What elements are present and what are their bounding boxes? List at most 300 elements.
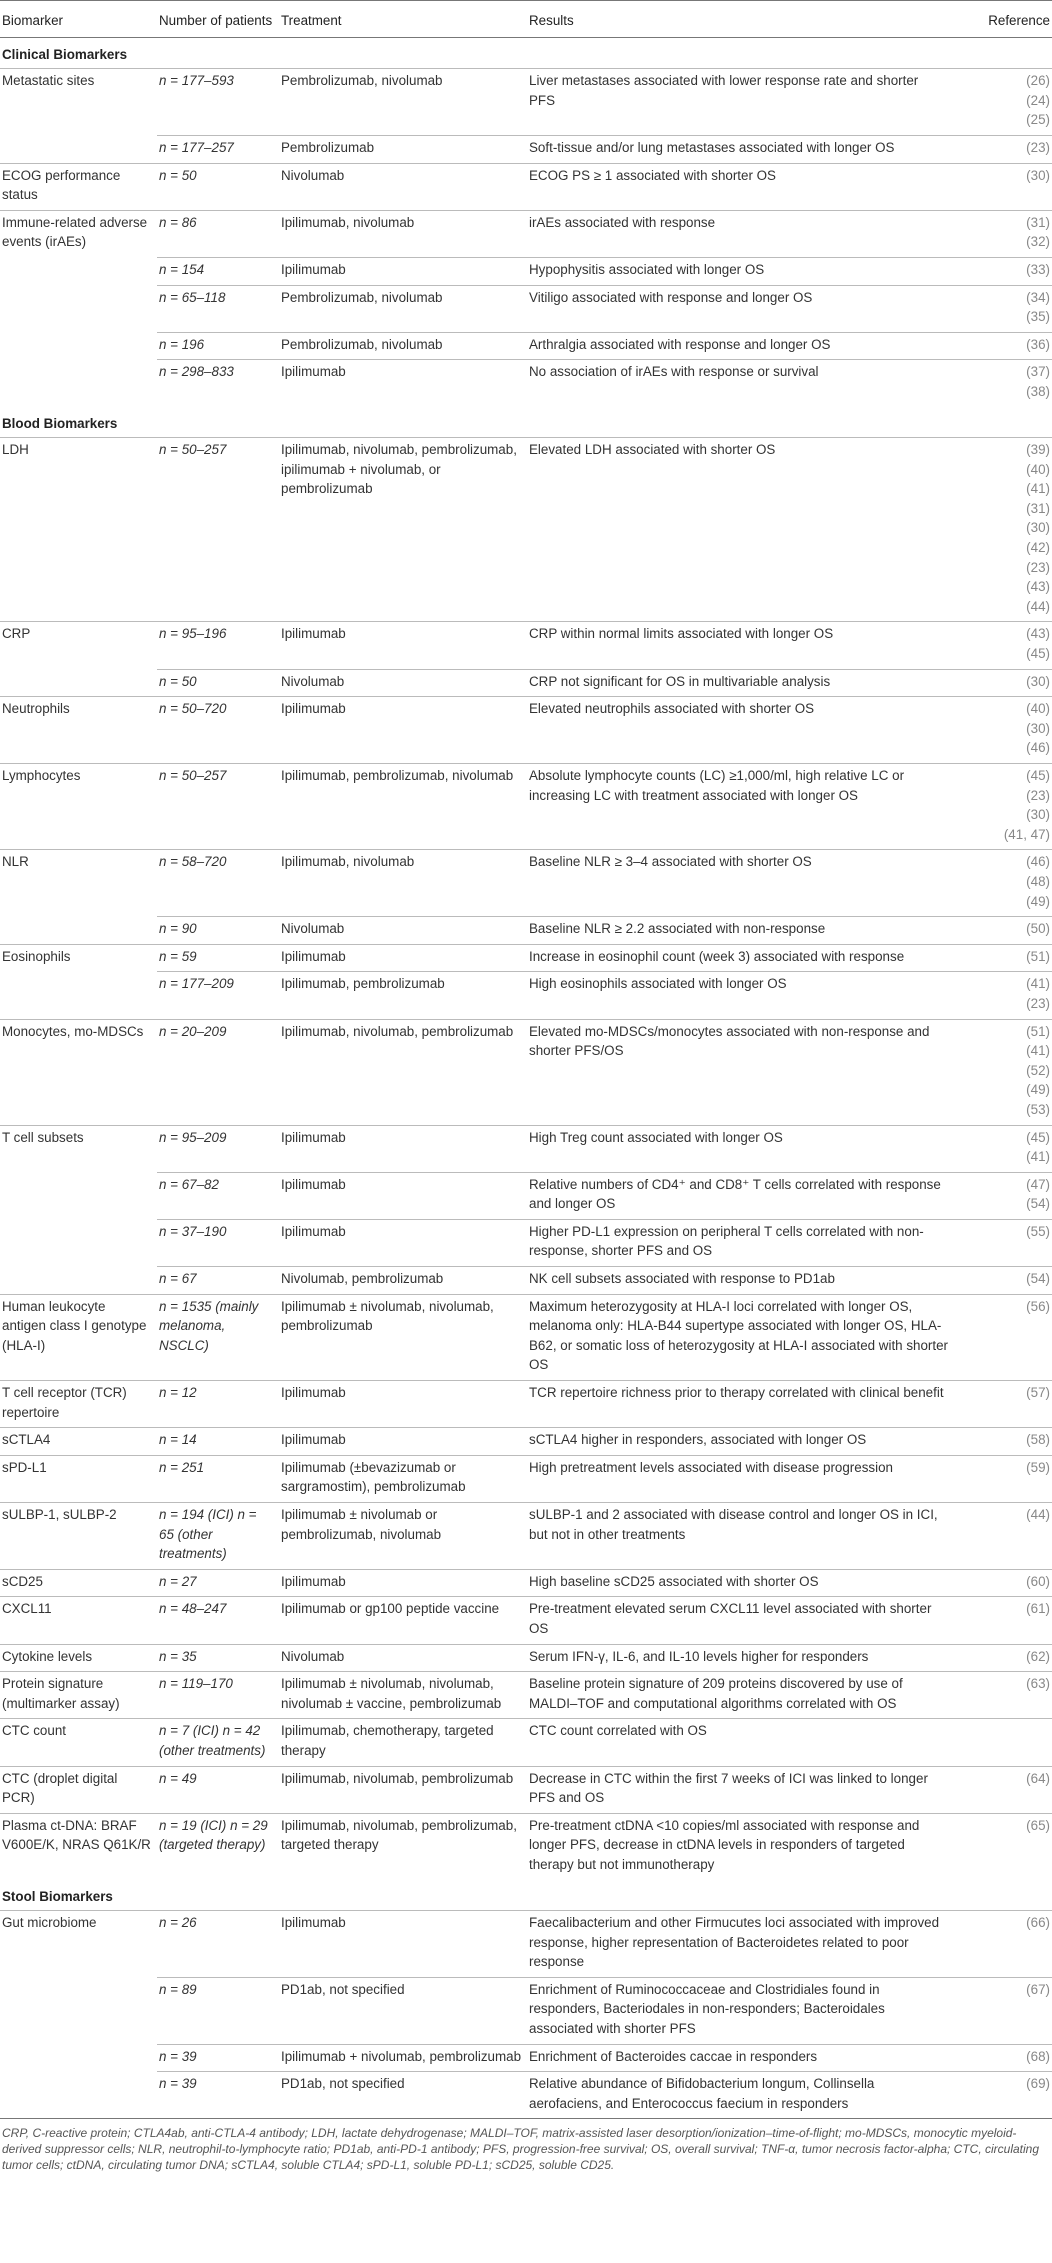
reference-link[interactable]: (55) — [1026, 1223, 1050, 1239]
cell-treatment: Pembrolizumab, nivolumab — [279, 332, 527, 360]
cell-references — [952, 697, 1052, 764]
cell-references — [952, 1267, 1052, 1295]
table-row — [0, 1569, 1052, 1597]
reference-link[interactable]: (43) — [1026, 579, 1050, 595]
table-row — [0, 944, 1052, 972]
cell-treatment: Ipilimumab — [279, 1219, 527, 1266]
cell-patients: n = 48–247 — [157, 1597, 279, 1644]
cell-references — [952, 210, 1052, 257]
table-row — [0, 1172, 1052, 1219]
cell-biomarker: ECOG performance status — [0, 163, 157, 210]
reference-link[interactable]: (64) — [1026, 1770, 1050, 1786]
reference-link[interactable]: (35) — [1026, 309, 1050, 325]
cell-results: Absolute lymphocyte counts (LC) ≥1,000/ml, high relative LC or increasing LC with treatment associated with longer OS — [527, 764, 952, 850]
cell-treatment: Ipilimumab, pembrolizumab, nivolumab — [279, 764, 527, 850]
reference-link[interactable]: (46) — [1026, 740, 1050, 756]
cell-patients: n = 50–257 — [159, 442, 227, 458]
reference-link[interactable]: (41) — [1026, 976, 1050, 992]
cell-results: Elevated mo-MDSCs/monocytes associated with non-response and shorter PFS/OS — [527, 1019, 952, 1125]
reference-link[interactable]: (30) — [1026, 520, 1050, 536]
cell-biomarker: CXCL11 — [0, 1597, 157, 1644]
reference-link[interactable]: (30) — [1026, 673, 1050, 689]
cell-references — [952, 669, 1052, 697]
cell-references — [952, 1719, 1052, 1766]
cell-results: CRP within normal limits associated with longer OS — [527, 622, 952, 669]
cell-patients: n = 95–196 — [157, 622, 279, 669]
cell-biomarker: sCTLA4 — [0, 1428, 157, 1456]
cell-patients: n = 50 — [157, 163, 279, 210]
cell-patients: n = 89 — [157, 1977, 279, 2044]
table-row — [0, 972, 1052, 1019]
cell-biomarker: Neutrophils — [0, 697, 157, 764]
cell-results: Vitiligo associated with response and longer OS — [527, 285, 952, 332]
cell-treatment: Ipilimumab, nivolumab, pembrolizumab, ipilimumab + nivolumab, or pembrolizumab — [281, 442, 517, 497]
reference-link[interactable]: (53) — [1026, 1101, 1050, 1117]
cell-treatment: Ipilimumab — [279, 1125, 527, 1172]
cell-patients: n = 59 — [157, 944, 279, 972]
cell-results: Enrichment of Ruminococcaceae and Clostridiales found in responders, Bacteriodales in non-responders; Bacteroidales associated with shorter PFS — [527, 1977, 952, 2044]
reference-link[interactable]: (43) — [1026, 626, 1050, 642]
cell-patients: n = 119–170 — [157, 1672, 279, 1719]
table-row — [0, 669, 1052, 697]
cell-references — [952, 1569, 1052, 1597]
header-patients: Number of patients — [157, 1, 279, 38]
table-row — [0, 210, 1052, 257]
reference-link[interactable]: (68) — [1026, 2048, 1050, 2064]
reference-link[interactable]: (54) — [1026, 1271, 1050, 1287]
cell-results: High baseline sCD25 associated with shorter OS — [527, 1569, 952, 1597]
cell-biomarker: Cytokine levels — [0, 1644, 157, 1672]
cell-references — [952, 2072, 1052, 2119]
cell-biomarker: LDH — [2, 442, 29, 458]
cell-treatment: Ipilimumab + nivolumab, pembrolizumab — [279, 2044, 527, 2072]
cell-patients: n = 35 — [157, 1644, 279, 1672]
cell-patients: n = 177–257 — [157, 135, 279, 163]
cell-biomarker — [0, 2044, 157, 2072]
table-row — [0, 1267, 1052, 1295]
cell-treatment: Ipilimumab, nivolumab, pembrolizumab — [279, 1019, 527, 1125]
cell-biomarker — [0, 1977, 157, 2044]
cell-treatment: Ipilimumab — [279, 360, 527, 407]
reference-link[interactable]: (51) — [1026, 1023, 1050, 1039]
cell-references — [952, 622, 1052, 669]
table-row — [0, 1125, 1052, 1172]
reference-link[interactable]: (33) — [1026, 261, 1050, 277]
reference-link[interactable]: (32) — [1026, 234, 1050, 250]
cell-treatment: Ipilimumab — [279, 257, 527, 285]
cell-patients: n = 1535 (mainly melanoma, NSCLC) — [157, 1294, 279, 1380]
cell-treatment: Ipilimumab — [279, 622, 527, 669]
reference-link[interactable]: (51) — [1026, 948, 1050, 964]
table-row — [0, 1766, 1052, 1813]
cell-biomarker: CRP — [0, 622, 157, 669]
cell-patients: n = 58–720 — [157, 850, 279, 917]
header-treatment: Treatment — [279, 1, 527, 38]
cell-references — [952, 135, 1052, 163]
cell-treatment: Nivolumab — [279, 669, 527, 697]
cell-results: High eosinophils associated with longer OS — [527, 972, 952, 1019]
cell-results: Increase in eosinophil count (week 3) associated with response — [527, 944, 952, 972]
cell-results: High pretreatment levels associated with disease progression — [527, 1455, 952, 1502]
cell-references — [952, 1019, 1052, 1125]
cell-results: Baseline NLR ≥ 3–4 associated with shorter OS — [527, 850, 952, 917]
table-row — [0, 257, 1052, 285]
reference-link[interactable]: (30) — [1026, 167, 1050, 183]
cell-references — [952, 1503, 1052, 1570]
table-row — [0, 332, 1052, 360]
cell-results: Serum IFN-γ, IL-6, and IL-10 levels higher for responders — [527, 1644, 952, 1672]
cell-biomarker — [0, 1219, 157, 1266]
cell-patients: n = 50–720 — [157, 697, 279, 764]
reference-link[interactable]: (40) — [1026, 461, 1050, 477]
cell-treatment: Ipilimumab, pembrolizumab — [279, 972, 527, 1019]
cell-results: Maximum heterozygosity at HLA-I loci correlated with longer OS, melanoma only: HLA-B44 supertype associated with longer OS, HLA-B62, or somatic loss of heterozygosity at HLA-I associated with shorter OS — [527, 1294, 952, 1380]
table-row — [0, 1455, 1052, 1502]
cell-treatment: Pembrolizumab — [279, 135, 527, 163]
cell-treatment: Ipilimumab (±bevazizumab or sargramostim), pembrolizumab — [279, 1455, 527, 1502]
cell-references — [952, 1597, 1052, 1644]
reference-link[interactable]: (26) — [1026, 73, 1050, 89]
reference-link[interactable]: (46) — [1026, 854, 1050, 870]
cell-biomarker — [0, 257, 157, 285]
table-row — [0, 163, 1052, 210]
table-row — [0, 1219, 1052, 1266]
cell-references — [952, 360, 1052, 407]
reference-link[interactable]: (41, 47) — [1003, 826, 1050, 842]
cell-biomarker: Protein signature (multimarker assay) — [0, 1672, 157, 1719]
cell-results: Pre-treatment elevated serum CXCL11 level associated with shorter OS — [527, 1597, 952, 1644]
cell-biomarker — [0, 669, 157, 697]
cell-patients: n = 49 — [157, 1766, 279, 1813]
cell-treatment: Ipilimumab — [279, 1428, 527, 1456]
table-row — [0, 1294, 1052, 1380]
section-header-row — [0, 37, 1052, 69]
cell-results: ECOG PS ≥ 1 associated with shorter OS — [527, 163, 952, 210]
cell-biomarker — [0, 360, 157, 407]
cell-patients: n = 39 — [157, 2044, 279, 2072]
cell-results: sULBP-1 and 2 associated with disease control and longer OS in ICI, but not in other treatments — [527, 1503, 952, 1570]
reference-link[interactable]: (57) — [1026, 1385, 1050, 1401]
cell-results: Baseline NLR ≥ 2.2 associated with non-response — [527, 917, 952, 945]
cell-patients: n = 19 (ICI) n = 29 (targeted therapy) — [157, 1813, 279, 1879]
cell-references — [952, 332, 1052, 360]
reference-link[interactable]: (45) — [1026, 646, 1050, 662]
cell-treatment: Nivolumab — [279, 163, 527, 210]
header-results: Results — [527, 1, 952, 38]
reference-link[interactable]: (61) — [1026, 1601, 1050, 1617]
cell-references — [952, 438, 1052, 622]
cell-references — [952, 944, 1052, 972]
cell-patients: n = 90 — [157, 917, 279, 945]
reference-link[interactable]: (59) — [1026, 1459, 1050, 1475]
cell-patients: n = 20–209 — [157, 1019, 279, 1125]
table-row — [0, 360, 1052, 407]
cell-references — [952, 69, 1052, 136]
table-row — [0, 1977, 1052, 2044]
cell-treatment: Ipilimumab or gp100 peptide vaccine — [279, 1597, 527, 1644]
reference-link[interactable]: (34) — [1026, 289, 1050, 305]
reference-link[interactable]: (60) — [1026, 1573, 1050, 1589]
reference-link[interactable]: (30) — [1026, 720, 1050, 736]
reference-link[interactable]: (54) — [1026, 1196, 1050, 1212]
table-row — [0, 697, 1052, 764]
cell-references — [952, 163, 1052, 210]
cell-biomarker — [0, 1267, 157, 1295]
reference-link[interactable]: (56) — [1026, 1298, 1050, 1314]
cell-patients: n = 95–209 — [157, 1125, 279, 1172]
cell-biomarker: T cell subsets — [0, 1125, 157, 1172]
cell-results: High Treg count associated with longer OS — [527, 1125, 952, 1172]
cell-results: Pre-treatment ctDNA <10 copies/ml associated with response and longer PFS, decrease in ctDNA levels in responders of targeted therapy but not immunotherapy — [527, 1813, 952, 1879]
cell-treatment: Ipilimumab, nivolumab, pembrolizumab, targeted therapy — [279, 1813, 527, 1879]
cell-references — [952, 1455, 1052, 1502]
cell-references — [952, 764, 1052, 850]
cell-patients: n = 154 — [157, 257, 279, 285]
table-row — [0, 850, 1052, 917]
cell-references — [952, 1381, 1052, 1428]
reference-link[interactable]: (41) — [1026, 1043, 1050, 1059]
cell-biomarker — [0, 2072, 157, 2119]
cell-treatment: Ipilimumab — [279, 697, 527, 764]
reference-link[interactable]: (65) — [1026, 1817, 1050, 1833]
cell-references — [952, 1125, 1052, 1172]
cell-biomarker: Lymphocytes — [0, 764, 157, 850]
cell-biomarker: Monocytes, mo-MDSCs — [0, 1019, 157, 1125]
cell-biomarker: CTC (droplet digital PCR) — [0, 1766, 157, 1813]
cell-patients: n = 177–593 — [159, 73, 234, 89]
table-row — [0, 1381, 1052, 1428]
cell-results: Liver metastases associated with lower response rate and shorter PFS — [529, 73, 919, 108]
reference-link[interactable]: (39) — [1026, 442, 1050, 458]
cell-results: Decrease in CTC within the first 7 weeks of ICI was linked to longer PFS and OS — [527, 1766, 952, 1813]
section-header-row — [0, 407, 1052, 438]
reference-link[interactable]: (23) — [1026, 787, 1050, 803]
cell-patients: n = 12 — [157, 1381, 279, 1428]
cell-references — [952, 1766, 1052, 1813]
cell-treatment: Pembrolizumab, nivolumab — [281, 73, 443, 89]
cell-treatment: Ipilimumab ± nivolumab, nivolumab, pembrolizumab — [279, 1294, 527, 1380]
cell-patients: n = 37–190 — [157, 1219, 279, 1266]
cell-results: Relative abundance of Bifidobacterium longum, Collinsella aerofaciens, and Enterococcus faecium in responders — [527, 2072, 952, 2119]
cell-references — [952, 2044, 1052, 2072]
reference-link[interactable]: (23) — [1026, 139, 1050, 155]
cell-results: irAEs associated with response — [527, 210, 952, 257]
cell-results: Hypophysitis associated with longer OS — [527, 257, 952, 285]
cell-treatment: Ipilimumab ± nivolumab or pembrolizumab, nivolumab — [279, 1503, 527, 1570]
cell-biomarker: Metastatic sites — [2, 73, 95, 89]
cell-biomarker: Plasma ct-DNA: BRAF V600E/K, NRAS Q61K/R — [0, 1813, 157, 1879]
reference-link[interactable]: (45) — [1026, 768, 1050, 783]
cell-patients: n = 14 — [157, 1428, 279, 1456]
header-biomarker: Biomarker — [0, 1, 157, 38]
cell-patients: n = 67 — [157, 1267, 279, 1295]
cell-results: Enrichment of Bacteroides caccae in responders — [527, 2044, 952, 2072]
header-row — [0, 1, 1052, 38]
cell-treatment: PD1ab, not specified — [279, 1977, 527, 2044]
cell-treatment: Ipilimumab, nivolumab — [279, 210, 527, 257]
section-title: Clinical Biomarkers — [0, 37, 1052, 69]
table-row — [0, 764, 1052, 850]
cell-biomarker: T cell receptor (TCR) repertoire — [0, 1381, 157, 1428]
reference-link[interactable]: (44) — [1026, 1507, 1050, 1522]
reference-link[interactable]: (23) — [1026, 995, 1050, 1011]
section-header-row — [0, 1880, 1052, 1911]
cell-biomarker: Human leukocyte antigen class I genotype (HLA-I) — [0, 1294, 157, 1380]
reference-link[interactable]: (69) — [1026, 2076, 1050, 2092]
table-row — [0, 69, 1052, 136]
cell-references — [952, 1219, 1052, 1266]
cell-biomarker — [0, 285, 157, 332]
cell-results: sCTLA4 higher in responders, associated with longer OS — [527, 1428, 952, 1456]
cell-patients: n = 50–257 — [157, 764, 279, 850]
table-row — [0, 1911, 1052, 1978]
cell-results: Elevated LDH associated with shorter OS — [529, 442, 776, 458]
cell-biomarker: sPD-L1 — [0, 1455, 157, 1502]
reference-link[interactable]: (36) — [1026, 336, 1050, 352]
cell-references — [952, 1977, 1052, 2044]
cell-patients: n = 196 — [157, 332, 279, 360]
cell-biomarker: Gut microbiome — [2, 1915, 97, 1931]
cell-patients: n = 177–209 — [157, 972, 279, 1019]
reference-link[interactable]: (31) — [1026, 500, 1050, 516]
reference-link[interactable]: (31) — [1026, 214, 1050, 230]
reference-link[interactable]: (48) — [1026, 873, 1050, 889]
cell-references — [952, 1813, 1052, 1879]
table-footnote: CRP, C-reactive protein; CTLA4ab, anti-CTLA-4 antibody; LDH, lactate dehydrogenase; MALDI–TOF, matrix-assisted laser desorption/ionization–time-of-flight; mo-MDSCs, monocytic myeloid-derived suppressor cells; NLR, neutrophil-to-lymphocyte ratio; PD1ab, anti-PD-1 antibody; PFS, progression-free survival; OS, overall survival; TNF-α, tumor necrosis factor-alpha; CTC, circulating tumor cells; ctDNA, circulating tumor DNA; sCTLA4, soluble CTLA4; sPD-L1, soluble PD-L1; sCD25, soluble CD25. — [0, 2118, 1052, 2173]
cell-patients: n = 27 — [157, 1569, 279, 1597]
cell-biomarker: Immune-related adverse events (irAEs) — [0, 210, 157, 257]
cell-results: Faecalibacterium and other Firmucutes loci associated with improved response, higher representation of Bacteroidetes related to poor response — [529, 1915, 940, 1970]
table-row — [0, 438, 1052, 622]
table-row — [0, 285, 1052, 332]
cell-references — [952, 285, 1052, 332]
cell-results: Relative numbers of CD4⁺ and CD8⁺ T cells correlated with response and longer OS — [527, 1172, 952, 1219]
reference-link[interactable]: (40) — [1026, 701, 1050, 717]
cell-biomarker — [0, 1172, 157, 1219]
cell-treatment: Ipilimumab ± nivolumab, nivolumab, nivolumab ± vaccine, pembrolizumab — [279, 1672, 527, 1719]
cell-results: CRP not significant for OS in multivariable analysis — [527, 669, 952, 697]
cell-biomarker: NLR — [0, 850, 157, 917]
table-row — [0, 917, 1052, 945]
cell-references — [952, 1428, 1052, 1456]
table-row — [0, 1428, 1052, 1456]
cell-biomarker — [0, 135, 157, 163]
reference-link[interactable]: (66) — [1026, 1915, 1050, 1931]
reference-link[interactable]: (37) — [1026, 364, 1050, 380]
table-row — [0, 135, 1052, 163]
cell-treatment: Ipilimumab — [279, 1172, 527, 1219]
cell-references — [952, 850, 1052, 917]
cell-biomarker: CTC count — [0, 1719, 157, 1766]
cell-results: CTC count correlated with OS — [527, 1719, 952, 1766]
cell-treatment: Ipilimumab, chemotherapy, targeted therapy — [279, 1719, 527, 1766]
table-row — [0, 1719, 1052, 1766]
reference-link[interactable]: (47) — [1026, 1176, 1050, 1192]
cell-biomarker — [0, 332, 157, 360]
cell-treatment: Ipilimumab — [279, 944, 527, 972]
reference-link[interactable]: (58) — [1026, 1432, 1050, 1448]
cell-results: Higher PD-L1 expression on peripheral T cells correlated with non-response, shorter PFS and OS — [527, 1219, 952, 1266]
reference-link[interactable]: (44) — [1026, 598, 1050, 614]
reference-link[interactable]: (42) — [1026, 540, 1050, 556]
reference-link[interactable]: (24) — [1026, 92, 1050, 108]
table-row — [0, 1503, 1052, 1570]
reference-link[interactable]: (49) — [1026, 1082, 1050, 1098]
section-title: Blood Biomarkers — [0, 407, 1052, 438]
cell-references — [952, 1672, 1052, 1719]
cell-results: Baseline protein signature of 209 proteins discovered by use of MALDI–TOF and computational algorithms correlated with OS — [527, 1672, 952, 1719]
cell-patients: n = 39 — [157, 2072, 279, 2119]
cell-treatment: PD1ab, not specified — [279, 2072, 527, 2119]
cell-treatment: Nivolumab — [279, 1644, 527, 1672]
reference-link[interactable]: (23) — [1026, 559, 1050, 575]
cell-biomarker — [0, 972, 157, 1019]
cell-treatment: Ipilimumab — [279, 1381, 527, 1428]
cell-references — [952, 1911, 1052, 1978]
cell-biomarker — [0, 917, 157, 945]
cell-patients: n = 194 (ICI) n = 65 (other treatments) — [157, 1503, 279, 1570]
cell-treatment: Nivolumab — [279, 917, 527, 945]
table-row — [0, 1644, 1052, 1672]
reference-link[interactable]: (30) — [1026, 807, 1050, 823]
reference-link[interactable]: (49) — [1026, 893, 1050, 909]
cell-results: TCR repertoire richness prior to therapy correlated with clinical benefit — [527, 1381, 952, 1428]
section-title: Stool Biomarkers — [0, 1880, 1052, 1911]
cell-patients: n = 50 — [157, 669, 279, 697]
reference-link[interactable]: (41) — [1026, 1149, 1050, 1165]
cell-treatment: Ipilimumab, nivolumab, pembrolizumab — [279, 1766, 527, 1813]
reference-link[interactable]: (25) — [1026, 112, 1050, 128]
cell-patients: n = 86 — [157, 210, 279, 257]
reference-link[interactable]: (63) — [1026, 1676, 1050, 1692]
table-row — [0, 1597, 1052, 1644]
cell-references — [952, 972, 1052, 1019]
reference-link[interactable]: (67) — [1026, 1981, 1050, 1997]
cell-treatment: Ipilimumab — [281, 1915, 346, 1931]
cell-patients: n = 251 — [157, 1455, 279, 1502]
cell-results: No association of irAEs with response or survival — [527, 360, 952, 407]
reference-link[interactable]: (50) — [1026, 921, 1050, 937]
cell-patients: n = 67–82 — [157, 1172, 279, 1219]
cell-patients: n = 26 — [159, 1915, 197, 1931]
cell-treatment: Pembrolizumab, nivolumab — [279, 285, 527, 332]
cell-patients: n = 65–118 — [157, 285, 279, 332]
reference-link[interactable]: (52) — [1026, 1062, 1050, 1078]
reference-link[interactable]: (62) — [1026, 1648, 1050, 1664]
cell-patients: n = 298–833 — [157, 360, 279, 407]
table-row — [0, 1019, 1052, 1125]
table-body — [0, 37, 1052, 2118]
table-row — [0, 622, 1052, 669]
reference-link[interactable]: (45) — [1026, 1129, 1050, 1145]
reference-link[interactable]: (38) — [1026, 383, 1050, 399]
cell-biomarker: sULBP-1, sULBP-2 — [0, 1503, 157, 1570]
cell-treatment: Nivolumab, pembrolizumab — [279, 1267, 527, 1295]
table-row — [0, 2044, 1052, 2072]
header-reference: Reference — [952, 1, 1052, 38]
cell-references — [952, 917, 1052, 945]
cell-results: NK cell subsets associated with response to PD1ab — [527, 1267, 952, 1295]
cell-biomarker: sCD25 — [0, 1569, 157, 1597]
cell-results: Elevated neutrophils associated with shorter OS — [527, 697, 952, 764]
table-row — [0, 2072, 1052, 2119]
cell-references — [952, 1294, 1052, 1380]
table-row — [0, 1813, 1052, 1879]
cell-patients: n = 7 (ICI) n = 42 (other treatments) — [157, 1719, 279, 1766]
cell-references — [952, 257, 1052, 285]
reference-link[interactable]: (41) — [1026, 481, 1050, 497]
cell-references — [952, 1644, 1052, 1672]
